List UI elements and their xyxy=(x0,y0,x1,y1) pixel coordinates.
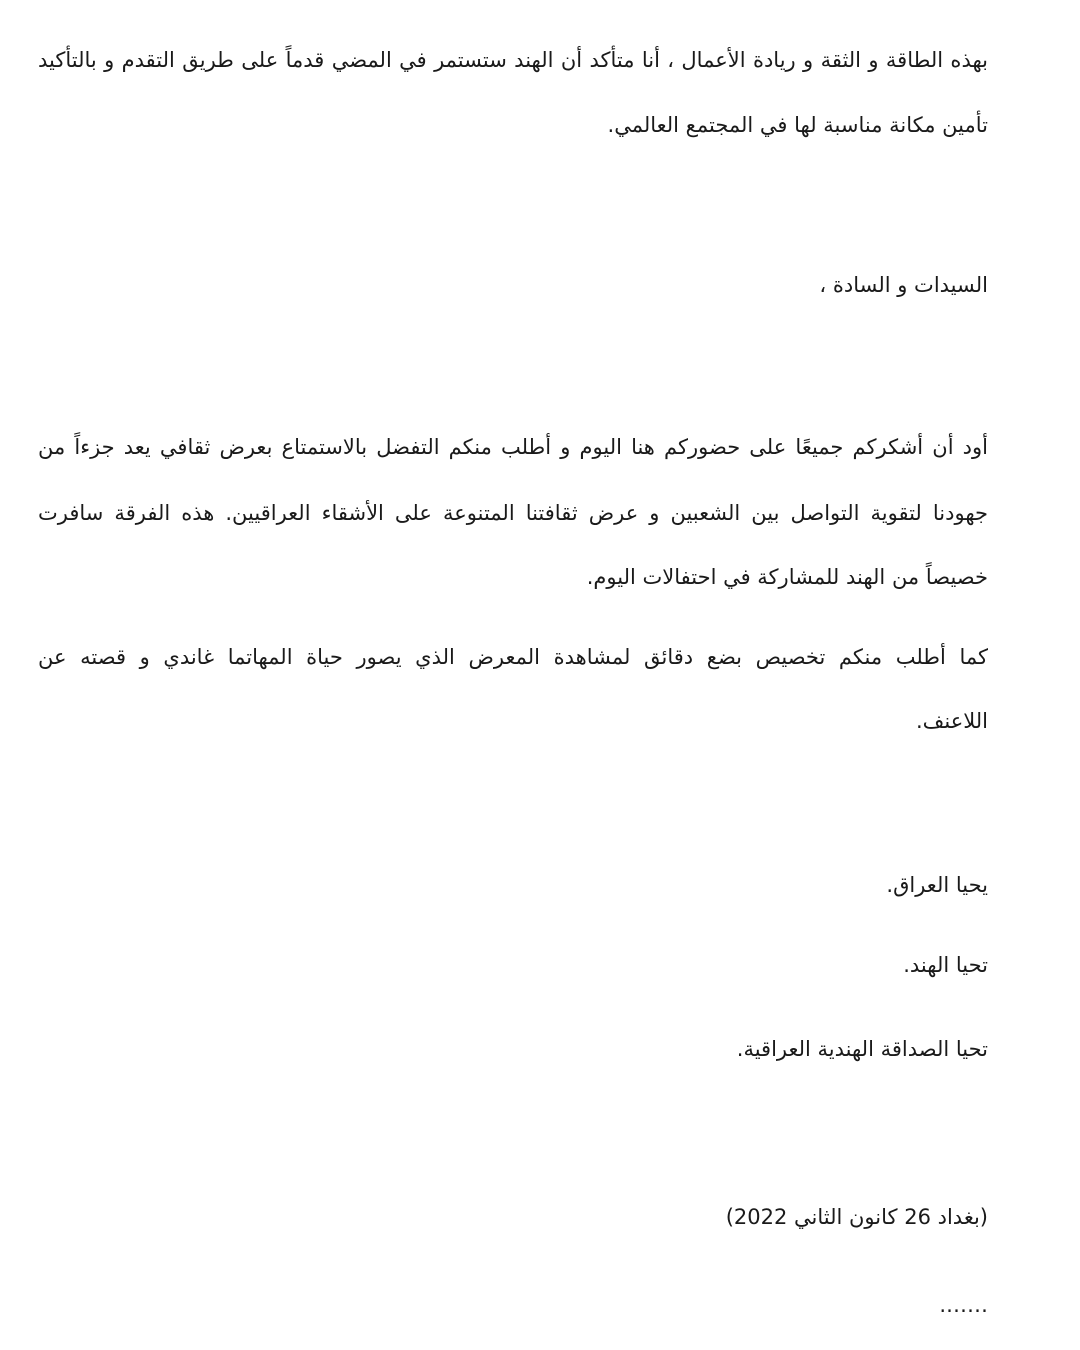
paragraph-2-line-1: أود أن أشكركم جميعًا على حضوركم هنا اليوم و أطلب منكم التفضل بالاستمتاع بعرض ثقافي يعد جزءاً من xyxy=(38,435,988,459)
paragraph-1-line-1: بهذه الطاقة و الثقة و ريادة الأعمال ، أنا متأكد أن الهند ستستمر في المضي قدماً على طريق التقدم و بالتأكيد xyxy=(38,48,988,72)
closing-line-3: تحيا الصداقة الهندية العراقية. xyxy=(736,1037,988,1061)
closing-line-1: يحيا العراق. xyxy=(886,873,988,897)
paragraph-1-line-2: تأمين مكانة مناسبة لها في المجتمع العالمي. xyxy=(607,113,988,137)
paragraph-2-line-3: خصيصاً من الهند للمشاركة في احتفالات اليوم. xyxy=(586,565,988,589)
date-line: (بغداد 26 كانون الثاني 2022) xyxy=(725,1205,988,1229)
salutation: السيدات و السادة ، xyxy=(819,273,988,297)
paragraph-2-line-2: جهودنا لتقوية التواصل بين الشعبين و عرض ثقافتنا المتنوعة على الأشقاء العراقيين. هذه الفرقة سافرت xyxy=(38,501,988,525)
ellipsis: ……. xyxy=(939,1293,988,1317)
closing-line-2: تحيا الهند. xyxy=(903,953,988,977)
paragraph-3-line-2: اللاعنف. xyxy=(915,709,988,733)
paragraph-3-line-1: كما أطلب منكم تخصيص بضع دقائق لمشاهدة المعرض الذي يصور حياة المهاتما غاندي و قصته عن xyxy=(38,645,988,669)
